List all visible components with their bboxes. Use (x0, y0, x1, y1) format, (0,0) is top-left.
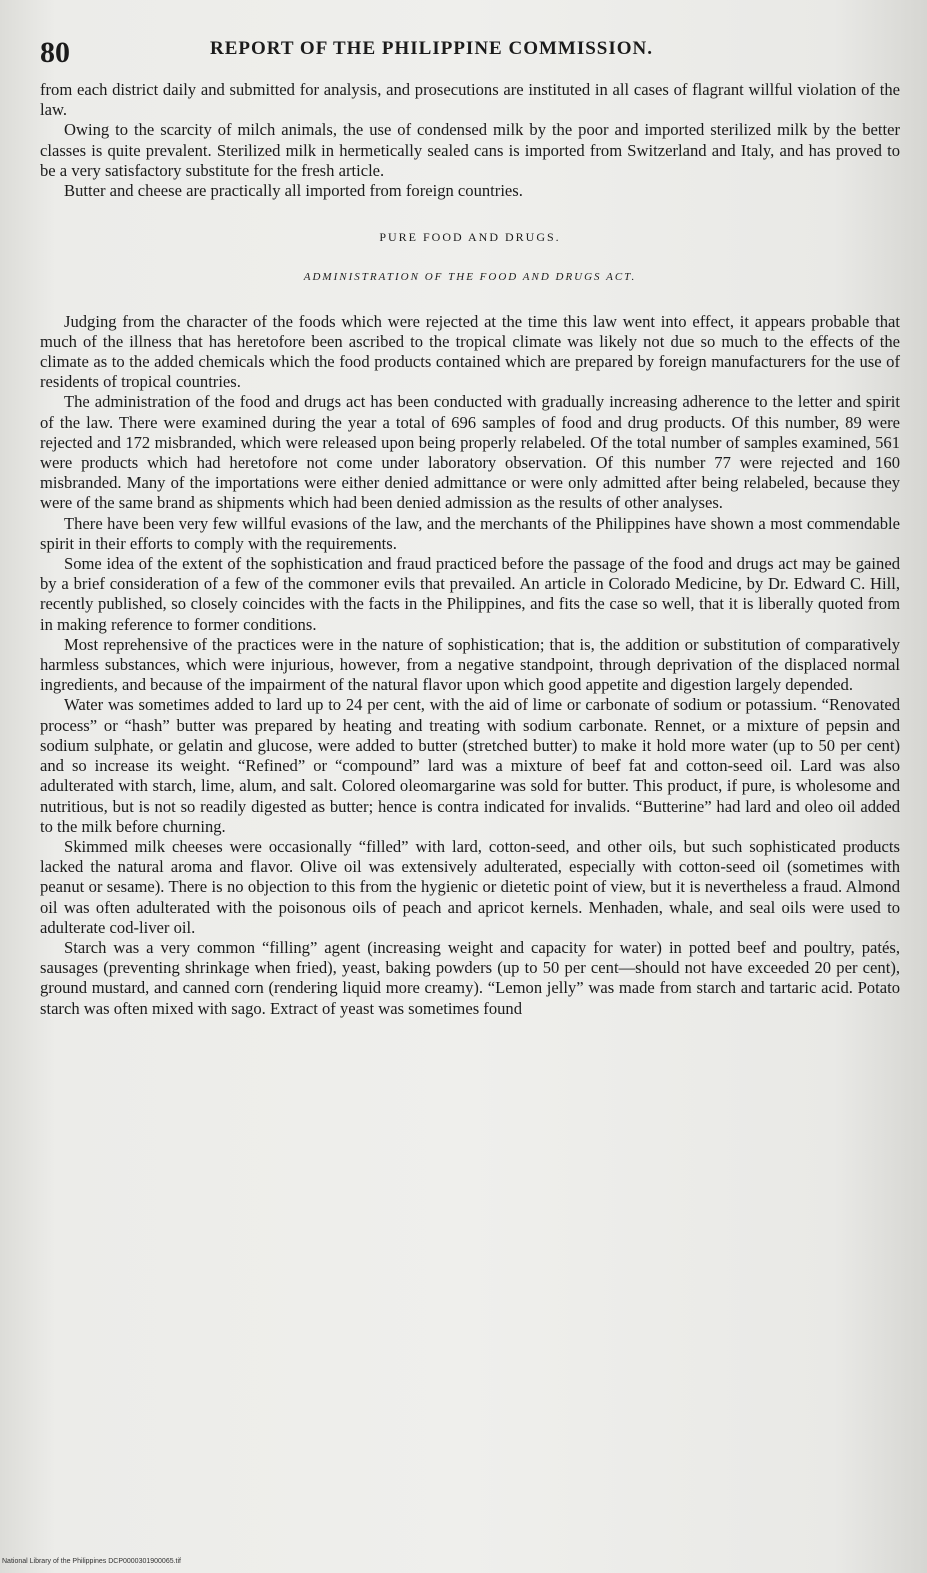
paragraph: There have been very few willful evasions of the law, and the merchants of the Philippines have shown a most commendable spirit in their efforts to comply with the requirements. (40, 513, 900, 553)
paragraph: Most reprehensive of the practices were in the nature of sophistication; that is, the addition or substitution of comparatively harmless substances, which were injurious, however, from a negative standpoint, through deprivation of the displaced normal ingredients, and because of the impairment of the natural flavor upon which good appetite and digestion largely depended. (40, 634, 900, 695)
page-number: 80 (40, 36, 70, 69)
paragraph: Judging from the character of the foods which were rejected at the time this law went into effect, it appears probable that much of the illness that has heretofore been ascribed to the tropical climate was likely not due so much to the effects of the climate as to the added chemicals which the food products contained which are prepared by foreign manufacturers for the use of residents of tropical countries. (40, 311, 900, 392)
paragraph: Water was sometimes added to lard up to 24 per cent, with the aid of lime or carbonate of sodium or potassium. “Renovated process” or “hash” butter was prepared by heating and treating with sodium carbonate. Rennet, or a mixture of pepsin and sodium sulphate, or gelatin and glucose, were added to butter (stretched butter) to make it hold more water (up to 50 per cent) and so increase its weight. “Refined” or “compound” lard was a mixture of beef fat and cotton-seed oil. Lard was also adulterated with starch, lime, alum, and salt. Colored oleomargarine was sold for butter. This product, if pure, is wholesome and nutritious, but is not so readily digested as butter; hence is contra indicated for invalids. “Butterine” had lard and oleo oil added to the milk before churning. (40, 695, 900, 836)
paragraph: Owing to the scarcity of milch animals, the use of condensed milk by the poor and imported sterilized milk by the better classes is quite prevalent. Sterilized milk in hermetically sealed cans is imported from Switzerland and Italy, and has proved to be a very satisfactory substitute for the fresh article. (40, 120, 900, 180)
section-subtitle: ADMINISTRATION OF THE FOOD AND DRUGS ACT. (303, 271, 637, 284)
paragraph: Butter and cheese are practically all imported from foreign countries. (64, 181, 523, 201)
paragraph: Starch was a very common “filling” agent (increasing weight and capacity for water) in potted beef and poultry, patés, sausages (preventing shrinkage when fried), yeast, baking powders (up to 50 per cent—should not have exceeded 20 per cent), ground mustard, and canned corn (rendering liquid more creamy). “Lemon jelly” was made from starch and tartaric acid. Potato starch was often mixed with sago. Extract of yeast was sometimes found (40, 937, 900, 1018)
running-head: REPORT OF THE PHILIPPINE COMMISSION. (210, 38, 654, 59)
body-text (40, 80, 900, 1019)
paragraph: The administration of the food and drugs act has been conducted with gradually increasing adherence to the letter and spirit of the law. There were examined during the year a total of 696 samples of food and drug products. Of this number, 89 were rejected and 172 misbranded, which were released upon being properly relabeled. Of the total number of samples examined, 561 were products which had heretofore not come under laboratory observation. Of this number 77 were rejected and 160 misbranded. Many of the importations were either denied admittance or were only admitted after being relabeled, because they were of the same brand as shipments which had been denied admission as the results of other analyses. (40, 392, 900, 513)
scan-credit: National Library of the Philippines DCP0000301900065.tif (2, 1558, 182, 1565)
paragraph: Some idea of the extent of the sophistication and fraud practiced before the passage of the food and drugs act may be gained by a brief consideration of a few of the commoner evils that prevailed. An article in Colorado Medicine, by Dr. Edward C. Hill, recently published, so closely coincides with the facts in the Philippines, and fits the case so well, that it is liberally quoted from in making reference to former conditions. (40, 554, 900, 634)
paragraph: Skimmed milk cheeses were occasionally “filled” with lard, cotton-seed, and other oils, but such sophisticated products lacked the natural aroma and flavor. Olive oil was extensively adulterated, especially with cotton-seed oil (sometimes with peanut or sesame). There is no objection to this from the hygienic or dietetic point of view, but it is nevertheless a fraud. Almond oil was often adulterated with the poisonous oils of peach and apricot kernels. Menhaden, whale, and seal oils were used to adulterate cod-liver oil. (40, 836, 900, 937)
page-header (40, 30, 900, 70)
section-title: PURE FOOD AND DRUGS. (379, 230, 561, 245)
paragraph: from each district daily and submitted for analysis, and prosecutions are instituted in all cases of flagrant willful violation of the law. (40, 80, 900, 120)
